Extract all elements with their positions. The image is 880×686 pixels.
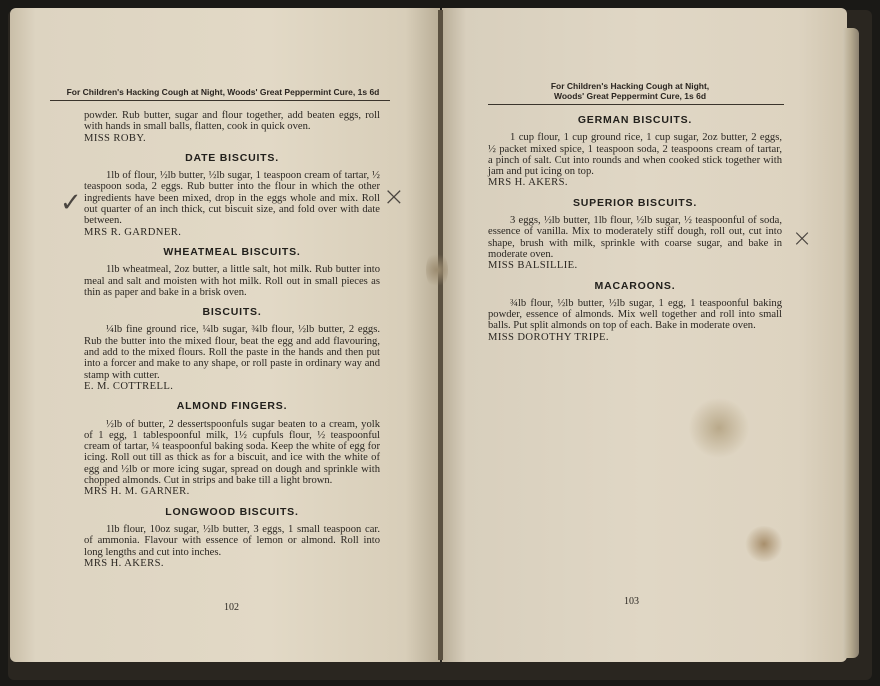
right-header [505, 81, 755, 101]
stain [426, 250, 448, 290]
page-edges [843, 28, 859, 658]
right-header-rule [488, 104, 784, 105]
recipe-title: LONGWOOD BISCUITS. [165, 505, 299, 518]
header-line-2: Woods' Great Peppermint Cure, 1s 6d [553, 91, 707, 101]
recipe-text: 1lb flour, 10oz sugar, ½lb butter, 3 eggs, 1 small teaspoon car. of ammonia. Flavour with essence of lemon or almond. Roll into long lengths and cut into inches. [84, 523, 380, 558]
recipe-text: ¾lb flour, ½lb butter, ½lb sugar, 1 egg, 1 teaspoonful baking powder, essence of almonds. Mix well together and roll into small balls. Put split almonds on top of each. Bake in moderate oven. [488, 297, 782, 332]
recipe-title: SUPERIOR BISCUITS. [572, 196, 698, 209]
left-column [84, 110, 380, 569]
recipe-title: BISCUITS. [202, 306, 262, 319]
recipe-signature: MISS BALSILLIE. [488, 260, 578, 272]
cross-mark: × [792, 224, 813, 252]
recipe-text: ½lb of butter, 2 dessertspoonfuls sugar beaten to a cream, yolk of 1 egg, 1 tablespoonful milk, 1½ cupfuls flour, ½ teaspoonful cream of tartar, ¼ teaspoonful baking soda. Keep the white of egg for icing. Roll out till as thick as for a biscuit, and ice with the white of egg and ½lb or more icing sugar, spread on dough and sprinkle with chopped almonds. Cut in strips and bake till a light brown. [84, 418, 380, 487]
left-page-number: 102 [224, 602, 239, 613]
recipe-text: 1lb wheatmeal, 2oz butter, a little salt, hot milk. Rub butter into meal and salt and moisten with hot milk. Roll out in small pieces as thin as paper and bake in a brisk oven. [84, 264, 380, 298]
recipe-signature: MISS DOROTHY TRIPE. [488, 331, 609, 343]
right-page-number: 103 [624, 596, 639, 607]
left-header: For Children's Hacking Cough at Night, Woods' Great Peppermint Cure, 1s 6d [66, 87, 380, 97]
left-header-rule [50, 100, 390, 101]
recipe-signature: E. M. COTTRELL. [84, 380, 174, 392]
header-line-1: For Children's Hacking Cough at Night, [550, 81, 710, 91]
recipe-text: ¼lb fine ground rice, ¼lb sugar, ¾lb flour, ½lb butter, 2 eggs. Rub the butter into the mixed flour, beat the egg and add flavouring, and add to the mixed flours. Roll the paste in the hands and then put into a forcer and make to any shape, or roll paste in ordinary way and stamp with cutter. [84, 324, 380, 381]
recipe-text: 1lb of flour, ½lb butter, ½lb sugar, 1 teaspoon cream of tartar, ½ teaspoon soda, 2 eggs. Rub butter into the flour in which the other ingredients have been mixed, drop in the eggs whole and mix. Roll out quarter of an inch thick, cut biscuit size, and fold over with date between. [84, 170, 380, 227]
recipe-title: DATE BISCUITS. [185, 151, 279, 164]
recipe-signature: MRS H. AKERS. [488, 177, 568, 189]
stain [744, 526, 784, 562]
book-spine [438, 10, 443, 660]
recipe-signature: MRS H. AKERS. [84, 557, 164, 569]
recipe-title: GERMAN BISCUITS. [577, 114, 693, 126]
recipe-signature: MRS R. GARDNER. [84, 226, 182, 238]
intro-signature: MISS ROBY. [84, 132, 147, 144]
recipe-title: MACAROONS. [594, 279, 676, 292]
stain [688, 398, 750, 458]
recipe-signature: MRS H. M. GARNER. [84, 486, 190, 498]
recipe-title: ALMOND FINGERS. [176, 400, 288, 413]
right-column [488, 106, 782, 343]
cross-mark: × [383, 182, 405, 212]
check-mark: ✓ [60, 188, 82, 218]
recipe-text: 3 eggs, ½lb butter, 1lb flour, ½lb sugar, ½ teaspoonful of soda, essence of vanilla. Mix to moderately stiff dough, roll out, cut into shape, brush with milk, sprinkle with coarse sugar, and bake in moderate oven. [488, 215, 782, 260]
intro-text: powder. Rub butter, sugar and flour together, add beaten eggs, roll with hands in small balls, flatten, cook in quick oven. [84, 110, 380, 133]
recipe-text: 1 cup flour, 1 cup ground rice, 1 cup sugar, 2oz butter, 2 eggs, ½ packet mixed spice, 1 teaspoon soda, 2 teaspoons cream of tartar, a pinch of salt. Cut into rounds and when cooked stick together with jam and put icing on top. [488, 132, 782, 178]
recipe-title: WHEATMEAL BISCUITS. [163, 245, 301, 258]
